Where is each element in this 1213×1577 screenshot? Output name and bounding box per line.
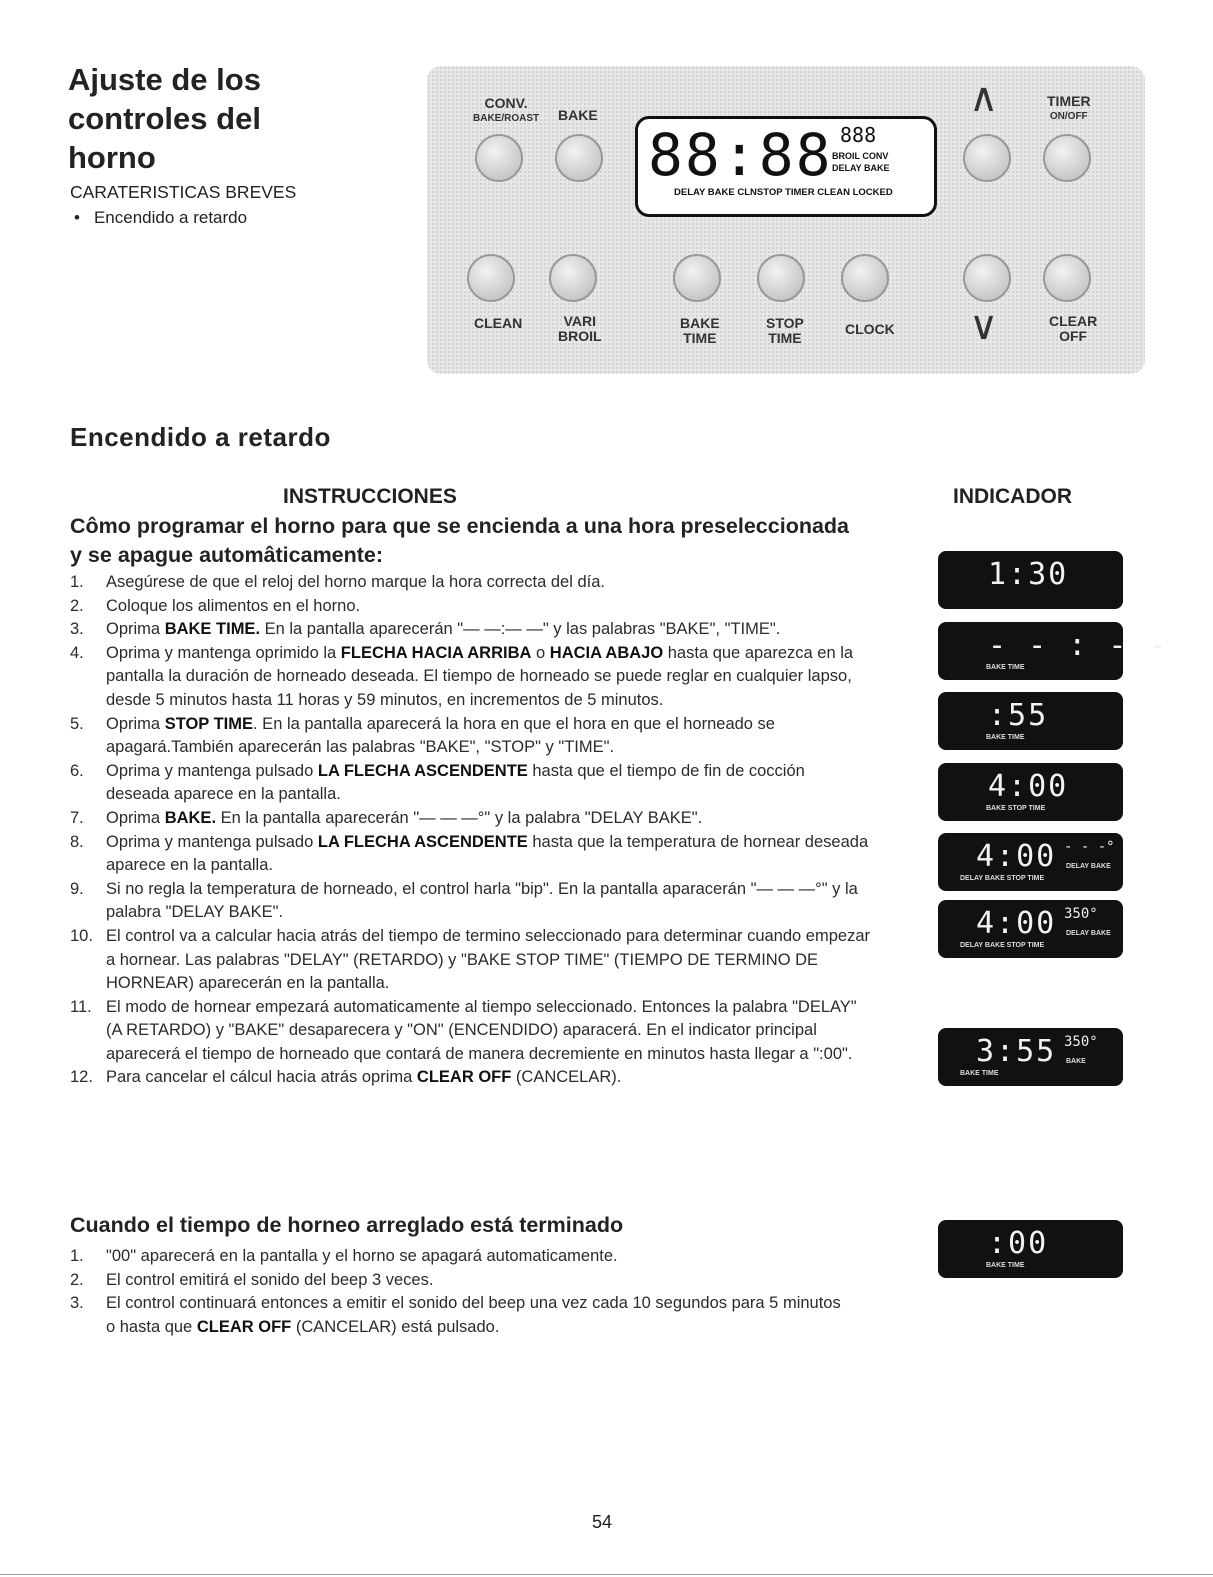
title-line-3: horno (68, 140, 156, 175)
indicator-labels: BAKE STOP TIME (986, 805, 1046, 812)
conv-label: CONV. BAKE/ROAST (473, 95, 540, 124)
features-subtitle: CARATERISTICAS BREVES (70, 182, 297, 202)
step-keyword: FLECHA HACIA ARRIBA (340, 643, 532, 662)
indicator-temp: - - -° (1064, 839, 1115, 855)
step-text: o (531, 643, 550, 662)
indicator-labels: BAKE TIME (986, 664, 1025, 671)
list-item (70, 1269, 850, 1293)
step-text: Oprima (106, 620, 165, 639)
step-number: 2. (70, 596, 84, 615)
indicator-labels: DELAY BAKE STOP TIME (960, 875, 1045, 882)
finished-steps (70, 1245, 850, 1339)
indicator-labels: BAKE TIME (986, 1262, 1025, 1269)
step-number: 10. (70, 926, 93, 945)
step-number: 9. (70, 879, 84, 898)
step-number: 6. (70, 761, 84, 780)
step-keyword: BAKE TIME. (164, 620, 261, 639)
step-text: hasta que la temperatura de hornear deseada aparece en la pantalla. (106, 832, 869, 875)
indicator-temp: 350° (1064, 1034, 1098, 1050)
step-text: Oprima y mantenga oprimido la (106, 643, 341, 662)
display-temp-digits: 888 (840, 123, 877, 147)
features-bullet: • Encendido a retardo (74, 208, 248, 227)
step-keyword: BAKE. (164, 808, 217, 827)
finished-heading: Cuando el tiempo de horneo arreglado está terminado (70, 1213, 624, 1237)
page-bottom-rule (0, 1574, 1213, 1575)
step-keyword: STOP TIME (164, 714, 254, 733)
indicator-heading: INDICADOR (953, 485, 1072, 508)
programming-heading: Cômo programar el horno para que se encienda a una hora preseleccionada y se apague automâticamente: (70, 514, 850, 567)
indicator-display (938, 833, 1123, 891)
clear-off-button[interactable] (1043, 254, 1091, 302)
vari-broil-button[interactable] (549, 254, 597, 302)
indicator-display (938, 763, 1123, 821)
clean-label: CLEAN (474, 315, 523, 331)
clock-label: CLOCK (845, 321, 895, 337)
list-item (70, 925, 870, 996)
step-text: hasta que el tiempo de fin de cocción deseada aparece en la pantalla. (106, 761, 805, 804)
list-item (70, 1245, 850, 1269)
indicator-right-labels: DELAY BAKE (1066, 930, 1111, 937)
indicator-display (938, 622, 1169, 680)
step-text: Oprima (106, 808, 165, 827)
indicator-main-digits: - - : - - (988, 628, 1169, 663)
section-title: Encendido a retardo (70, 422, 331, 452)
step-text: El modo de hornear empezará automaticamente al tiempo seleccionado. Entonces la palabra "DELAY" (A RETARDO) y "BAKE" desaparecera y "ON" (ENCENDIDO) aparacerá. En el indicator principal aparecerá el tiempo de horneado que contará de manera decremiente en minutos hasta llegar a ":00". (106, 997, 857, 1063)
step-text: El control continuará entonces a emitir el sonido del beep una vez cada 10 segundos para 5 minutos o hasta que (106, 1294, 841, 1336)
features-bullet-text: Encendido a retardo (93, 208, 248, 227)
clear-off-label: CLEAR OFF (1049, 313, 1098, 344)
step-number: 1. (70, 573, 84, 591)
list-item (70, 618, 870, 642)
chevron-down-icon: ∨ (969, 304, 999, 348)
step-text: (CANCELAR) está pulsado. (291, 1317, 500, 1336)
indicator-display (938, 1220, 1123, 1278)
list-item (70, 642, 870, 713)
display-row3: DELAY BAKE CLNSTOP TIMER CLEAN LOCKED (674, 187, 893, 198)
step-number: 3. (70, 1294, 84, 1313)
step-number: 5. (70, 714, 84, 733)
instruction-steps (70, 571, 870, 1090)
step-text: "00" aparecerá en la pantalla y el horno se apagará automaticamente. (106, 1247, 618, 1265)
display-row1: BROIL CONV (832, 151, 889, 161)
step-keyword: LA FLECHA ASCENDENTE (317, 761, 528, 780)
indicator-main-digits: 4:00 (988, 769, 1069, 804)
display-row2: DELAY BAKE (832, 163, 890, 173)
indicator-display (938, 551, 1123, 609)
indicator-temp: 350° (1064, 906, 1098, 922)
indicator-main-digits: :00 (988, 1226, 1049, 1261)
clock-button[interactable] (841, 254, 889, 302)
indicator-main-digits: 3:55 (976, 1034, 1057, 1069)
step-number: 11. (70, 997, 92, 1016)
display-main-digits: 88:88 (648, 121, 833, 189)
step-text: El control emitirá el sonido del beep 3 veces. (106, 1270, 434, 1289)
title-line-2: controles del (68, 101, 261, 136)
step-text: Coloque los alimentos en el horno. (106, 596, 361, 615)
title-line-1: Ajuste de los (68, 62, 261, 97)
chevron-up-icon: ∧ (969, 76, 999, 120)
step-number: 7. (70, 808, 84, 827)
list-item (70, 595, 870, 619)
timer-label: TIMER ON/OFF (1047, 93, 1091, 122)
list-item (70, 760, 870, 807)
bake-time-label: BAKE TIME (680, 315, 720, 346)
step-number: 8. (70, 832, 84, 851)
step-keyword: LA FLECHA ASCENDENTE (317, 832, 528, 851)
page-title (68, 60, 261, 177)
step-keyword: HACIA ABAJO (549, 643, 664, 662)
indicator-right-labels: BAKE (1066, 1058, 1086, 1065)
step-number: 2. (70, 1270, 84, 1289)
step-text: Oprima y mantenga pulsado (106, 832, 318, 851)
list-item (70, 571, 870, 595)
step-number: 4. (70, 643, 84, 662)
vari-broil-label: VARI BROIL (558, 313, 602, 344)
step-text: El control va a calcular hacia atrás del tiempo de termino seleccionado para determinar cuando empezar a hornear. Las palabras "DELAY" (RETARDO) y "BAKE STOP TIME" (TIEMPO DE TERMINO DE HORNEAR) aparecerán en la pantalla. (106, 926, 870, 993)
list-item (70, 996, 870, 1067)
bake-label: BAKE (558, 107, 598, 123)
conv-bake-roast-button[interactable] (475, 134, 523, 182)
stop-time-button[interactable] (757, 254, 805, 302)
indicator-labels: BAKE TIME (960, 1070, 999, 1077)
indicator-labels: BAKE TIME (986, 734, 1025, 741)
bake-button[interactable] (555, 134, 603, 182)
indicator-display (938, 1028, 1123, 1086)
down-arrow-button[interactable] (963, 254, 1011, 302)
bake-time-button[interactable] (673, 254, 721, 302)
indicator-labels: DELAY BAKE STOP TIME (960, 942, 1045, 949)
step-text: Para cancelar el cálcul hacia atrás oprima (106, 1068, 417, 1087)
list-item (70, 1292, 850, 1339)
oven-display (635, 116, 937, 217)
step-text: Oprima y mantenga pulsado (106, 761, 318, 780)
timer-on-off-button[interactable] (1043, 134, 1091, 182)
list-item (70, 713, 870, 760)
up-arrow-button[interactable] (963, 134, 1011, 182)
step-text: . En la pantalla aparecerá la hora en que el hora en que el horneado se apagará.También aparecerán las palabras "BAKE", "STOP" y "TIME". (106, 714, 775, 757)
page-number: 54 (592, 1512, 613, 1532)
step-number: 3. (70, 620, 84, 639)
step-keyword: CLEAR OFF (196, 1317, 292, 1336)
list-item (70, 807, 870, 831)
indicator-right-labels: DELAY BAKE (1066, 863, 1111, 870)
oven-control-panel (427, 66, 1145, 374)
step-text: Asegúrese de que el reloj del horno marque la hora correcta del día. (106, 573, 605, 591)
step-keyword: CLEAR OFF (416, 1068, 512, 1087)
step-number: 12. (70, 1068, 93, 1087)
step-text: En la pantalla aparecerán "— —:— —" y las palabras "BAKE", "TIME". (260, 620, 781, 639)
instructions-heading: INSTRUCCIONES (283, 485, 457, 508)
indicator-display (938, 692, 1123, 750)
stop-time-label: STOP TIME (766, 315, 804, 346)
indicator-main-digits: 4:00 (976, 839, 1057, 874)
step-text: hasta que aparezca en la pantalla la duración de horneado deseada. El tiempo de horneado se puede reglar en cualquier lapso, desde 5 minutos hasta 11 horas y 59 minutos, en incrementos de 5 minutos. (106, 643, 854, 709)
indicator-main-digits: 1:30 (988, 557, 1069, 592)
indicator-main-digits: :55 (988, 698, 1049, 733)
step-text: Oprima (106, 714, 165, 733)
step-text: En la pantalla aparecerán "— — —°" y la palabra "DELAY BAKE". (216, 808, 703, 827)
step-number: 1. (70, 1247, 84, 1265)
list-item (70, 878, 870, 925)
list-item (70, 1066, 870, 1090)
indicator-main-digits: 4:00 (976, 906, 1057, 941)
step-text: (CANCELAR). (511, 1068, 622, 1087)
list-item (70, 831, 870, 878)
clean-button[interactable] (467, 254, 515, 302)
indicator-display (938, 900, 1123, 958)
step-text: Si no regla la temperatura de horneado, el control harla "bip". En la pantalla aparacerán "— — —°" y la palabra "DELAY BAKE". (106, 879, 858, 922)
